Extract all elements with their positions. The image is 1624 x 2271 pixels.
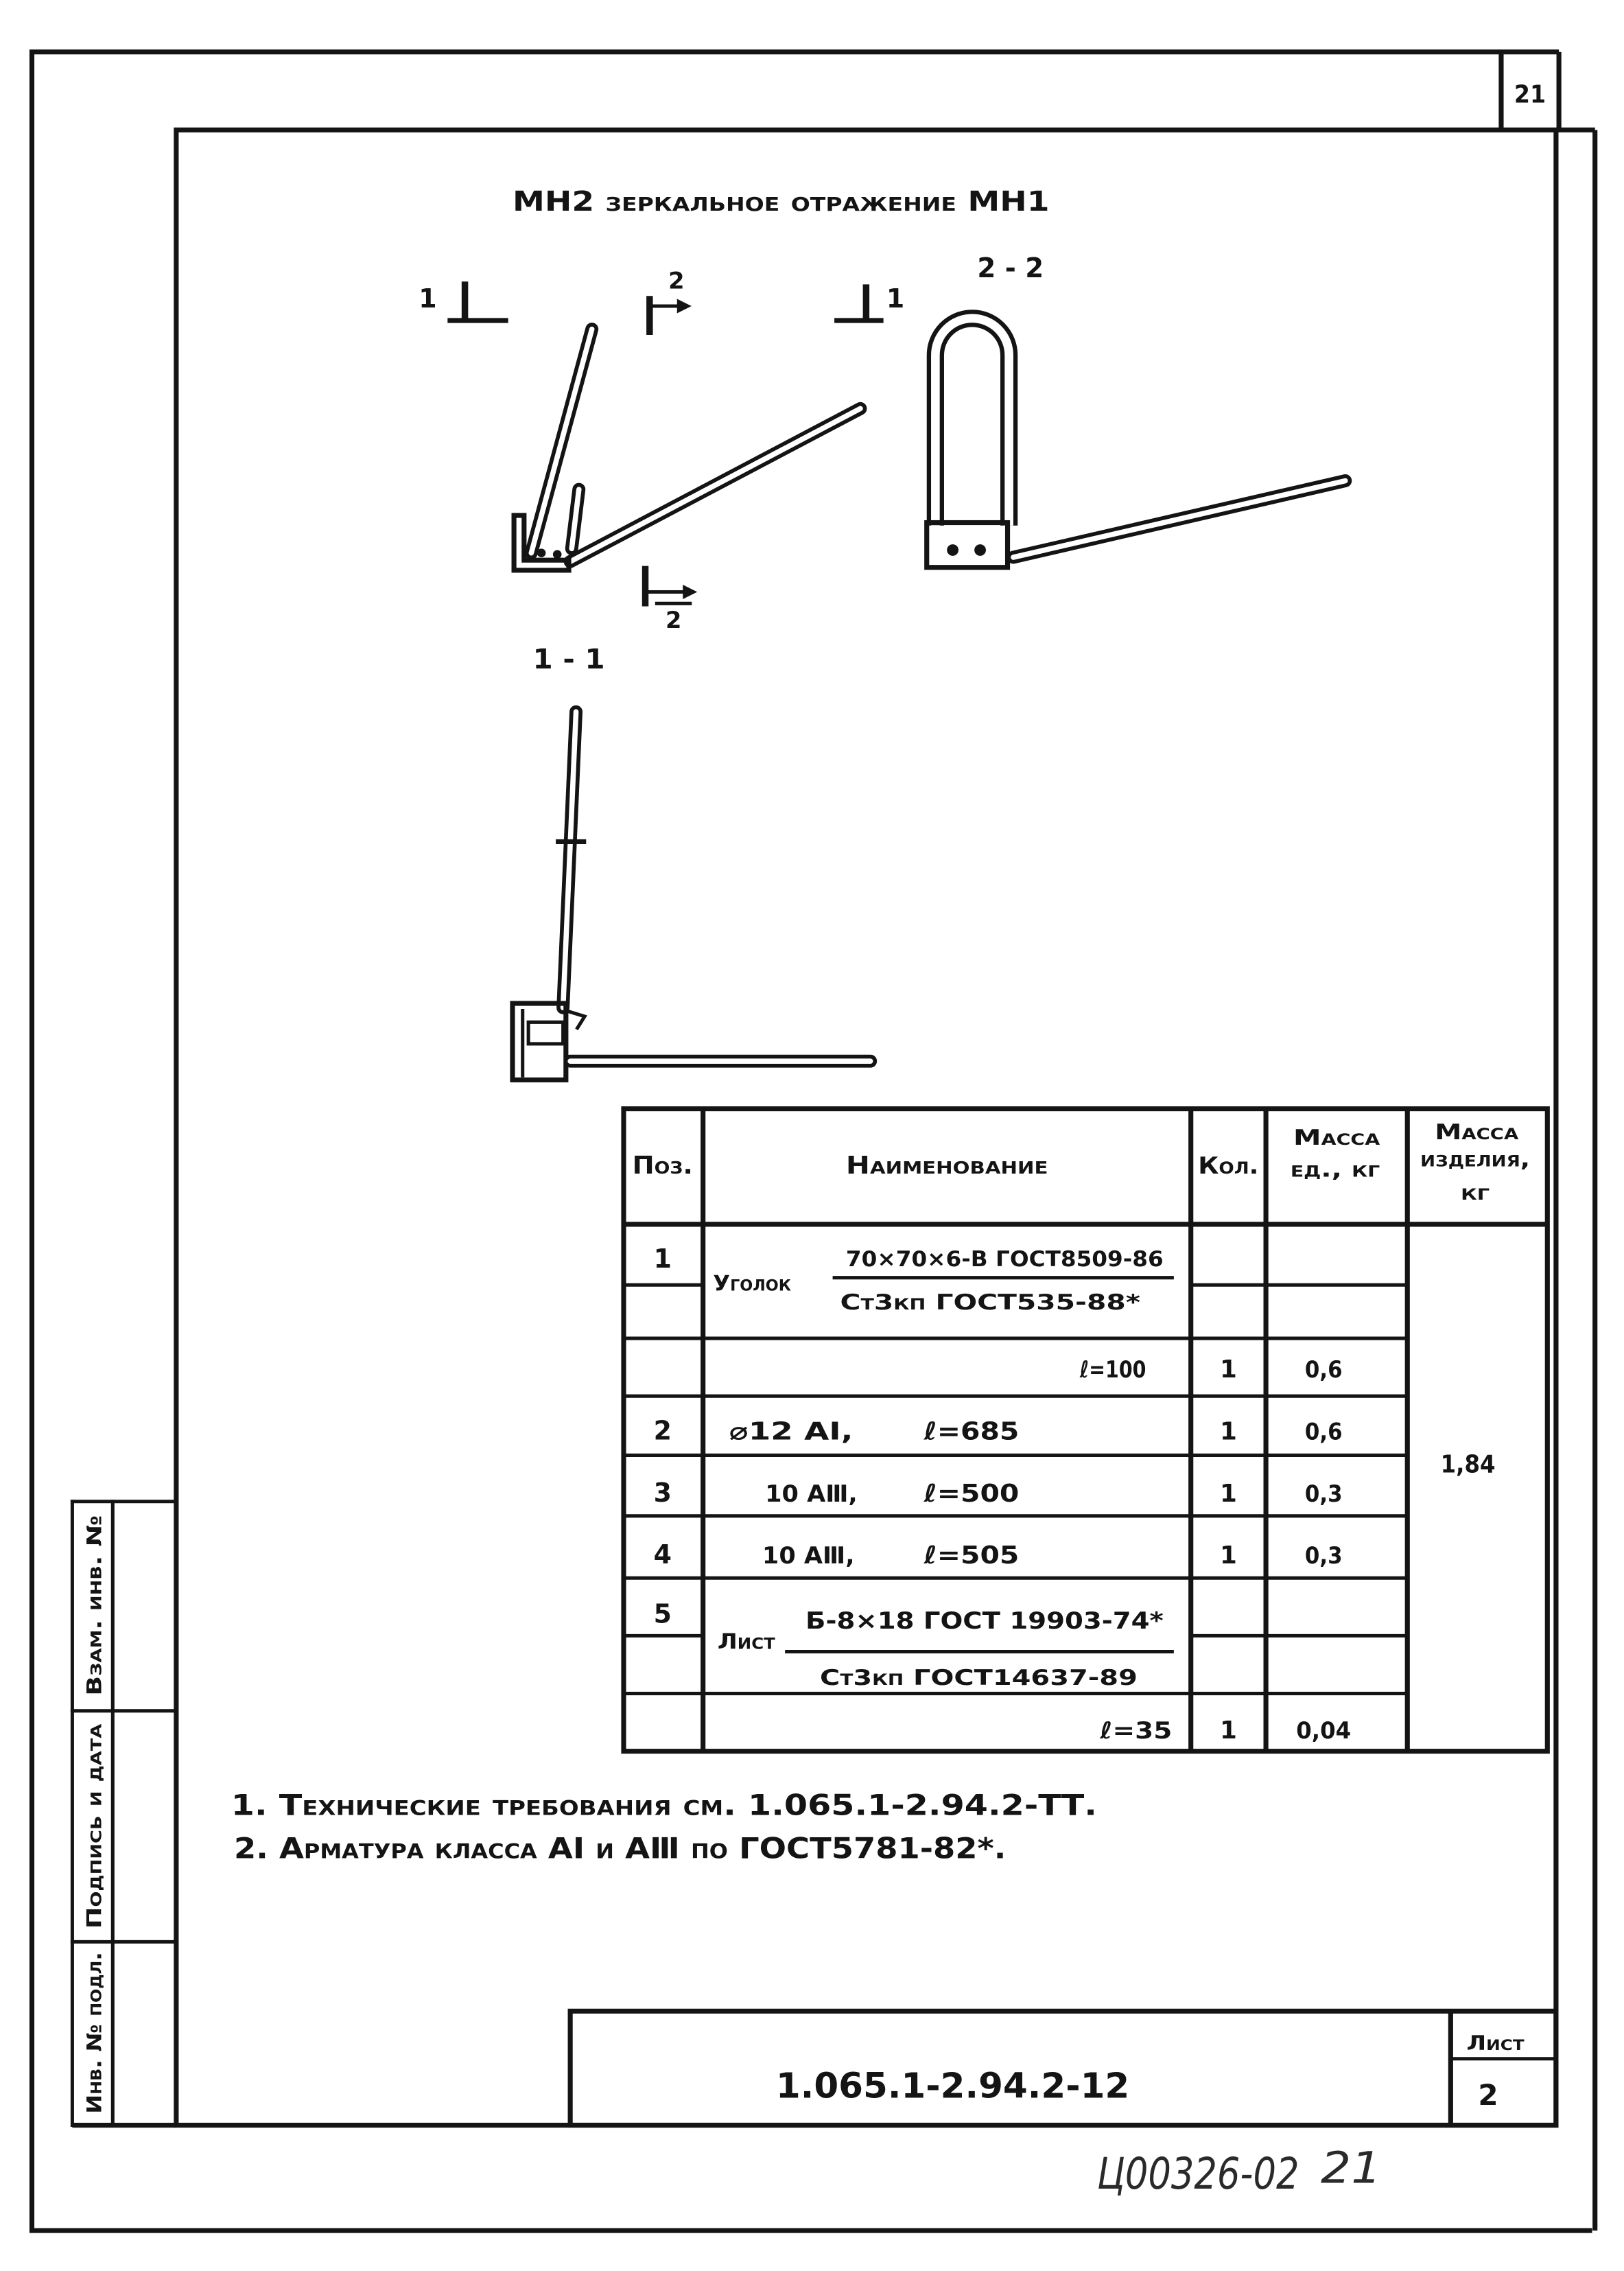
header-unit-mass: ед., кг [1290, 1157, 1380, 1183]
table-row [654, 1478, 1343, 1508]
row-unit-mass: 0,3 [1304, 1542, 1343, 1570]
header-name: Наименование [845, 1152, 1048, 1180]
cut-label: 2 [668, 267, 685, 294]
view-section-1-1 [513, 712, 871, 1080]
archive-number: 21 [1321, 2142, 1382, 2193]
rod-end [553, 550, 562, 559]
rod-end [947, 544, 958, 556]
cut-label: 1 [886, 283, 905, 314]
product-mass-value: 1,84 [1440, 1450, 1496, 1479]
side-stamp-signature-date: Подпись и дата [82, 1770, 106, 1929]
document-designation: 1.065.1-2.94.2-12 [775, 2065, 1130, 2106]
cut-label: 2 [665, 607, 682, 634]
row-unit-mass: 0,3 [1304, 1480, 1343, 1507]
loop-core [935, 318, 1009, 526]
rod-clip [566, 1011, 585, 1028]
table-row [654, 1415, 1343, 1445]
cut-marker-1-left [419, 281, 508, 321]
rod-short [572, 489, 579, 548]
cut-arrow-head [677, 299, 692, 313]
title-block [570, 2011, 1556, 2125]
rod-core [570, 408, 860, 561]
header-product-mass: Масса [1435, 1119, 1519, 1145]
cut-marker-2-bottom [646, 566, 698, 633]
rod-core [531, 329, 591, 553]
row-pos: 2 [653, 1415, 672, 1446]
drawing-title: МН2 зеркальное отражение МН1 [512, 186, 1050, 218]
row-qty: 1 [1219, 1355, 1237, 1384]
sheet-label: Лист [1466, 2031, 1525, 2055]
cut-arrow-head [683, 585, 697, 599]
row-length: ℓ=505 [923, 1541, 1020, 1570]
row-length: ℓ=500 [923, 1479, 1020, 1508]
table-row [654, 1598, 1352, 1744]
row-qty: 1 [1219, 1716, 1237, 1745]
row-type: 10 АⅢ, [765, 1480, 858, 1507]
row-qty: 1 [1219, 1479, 1237, 1508]
side-stamp-replacement-inv: Взам. инв. № [82, 1555, 106, 1696]
side-stamp-original-inv: Инв. № подл. [82, 1970, 106, 2114]
row-length: ℓ=35 [1099, 1716, 1173, 1744]
table-row [654, 1244, 1343, 1384]
rod-upright [531, 329, 591, 553]
row-length: ℓ=100 [1079, 1355, 1146, 1383]
row-unit-mass: 0,6 [1304, 1355, 1343, 1383]
rod-long [1013, 481, 1345, 557]
archive-stamp [1097, 2143, 1381, 2199]
note-item: 1. Технические требования см. 1.065.1-2.94.2-ТТ. [231, 1788, 1097, 1822]
view-section-2-2 [927, 318, 1345, 568]
row-qty: 1 [1219, 1541, 1237, 1570]
header-qty: Кол. [1198, 1152, 1259, 1180]
angle-section [927, 523, 1008, 568]
row-spec-top: Б-8×18 ГОСТ 19903-74* [805, 1607, 1164, 1634]
row-length: ℓ=685 [923, 1417, 1020, 1446]
row-pos: 3 [653, 1477, 672, 1508]
notes [231, 1788, 1097, 1865]
angle-section [513, 1003, 566, 1080]
row-unit-mass: 0,04 [1296, 1716, 1352, 1744]
row-spec-top: 70×70×6-В ГОСТ8509-86 [845, 1246, 1164, 1272]
row-spec-bottom: Ст3кп ГОСТ535-88* [840, 1290, 1141, 1315]
cut-marker-2-top [650, 268, 692, 335]
loop-outline [935, 318, 1009, 526]
section-2-2-title: 2 - 2 [977, 252, 1044, 284]
specification-table [624, 1109, 1547, 1751]
row-type: Лист [717, 1629, 775, 1655]
rod-end [537, 548, 546, 557]
header-unit-mass: Масса [1293, 1126, 1380, 1151]
row-unit-mass: 0,6 [1304, 1418, 1343, 1445]
rod-end [974, 544, 986, 556]
header-pos: Поз. [632, 1152, 693, 1180]
section-1-1-title: 1 - 1 [532, 643, 605, 675]
row-spec-bottom: Ст3кп ГОСТ14637-89 [820, 1665, 1138, 1690]
note-item: 2. Арматура класса АⅠ и АⅢ по ГОСТ5781-82*. [233, 1831, 1007, 1865]
archive-code: Ц00326-02 [1096, 2148, 1299, 2200]
page-number-box [1501, 52, 1559, 130]
table-row [654, 1539, 1343, 1570]
row-pos: 1 [653, 1243, 672, 1274]
row-qty: 1 [1219, 1417, 1237, 1446]
page-number: 21 [1514, 80, 1546, 109]
view-main [514, 329, 860, 570]
cut-marker-1-right [834, 283, 904, 321]
header-product-mass: изделия, [1420, 1147, 1531, 1172]
row-type: Уголок [713, 1271, 791, 1296]
cut-label: 1 [419, 283, 437, 314]
row-type: 10 АⅢ, [762, 1542, 855, 1570]
row-pos: 5 [653, 1598, 672, 1629]
plate-section [528, 1022, 563, 1044]
header-product-mass: кг [1461, 1180, 1490, 1206]
row-type: ⌀12 АⅠ, [729, 1417, 854, 1446]
rod-long [570, 408, 860, 561]
rod-vertical [563, 712, 576, 1008]
side-stamp [72, 1502, 176, 2126]
row-pos: 4 [653, 1539, 672, 1570]
sheet-number: 2 [1478, 2078, 1498, 2112]
rod-core [1013, 481, 1345, 557]
